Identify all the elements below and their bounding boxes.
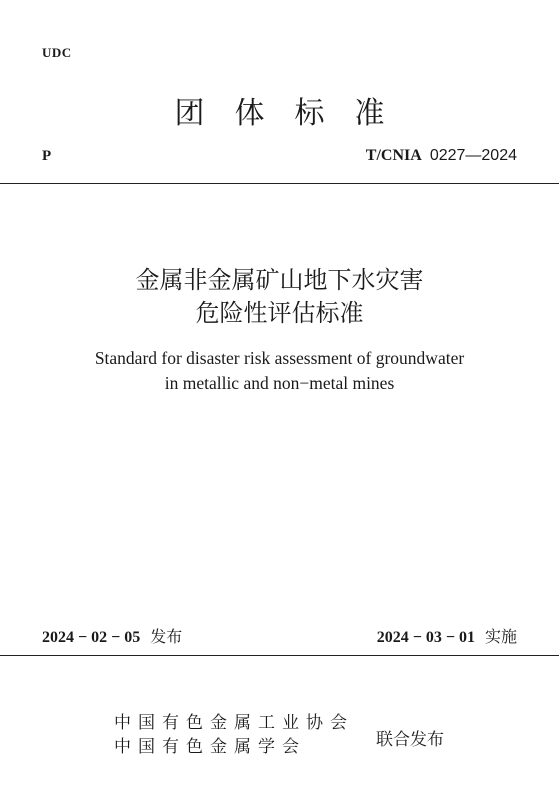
chinese-title xyxy=(0,264,559,330)
category-code: P xyxy=(42,148,52,164)
document-type-title: 团体标准 xyxy=(174,96,415,131)
english-title xyxy=(0,346,559,396)
publish-date: 2024 − 02 − 05 xyxy=(42,629,141,646)
issuer-org-1: 中国有色金属工业协会 xyxy=(114,713,354,733)
implement-date: 2024 − 03 − 01 xyxy=(376,629,475,646)
issuer-list xyxy=(114,711,354,759)
standard-prefix: T/CNIA xyxy=(365,147,422,164)
udc-label: UDC xyxy=(42,45,72,60)
header-divider xyxy=(0,183,559,184)
footer-divider xyxy=(0,655,559,656)
chinese-title-line-1: 金属非金属矿山地下水灾害 xyxy=(135,266,424,294)
joint-release-label: 联合发布 xyxy=(376,730,444,750)
standard-number xyxy=(366,147,517,165)
chinese-title-line-2: 危险性评估标准 xyxy=(195,299,364,327)
publish-label: 发布 xyxy=(150,627,183,646)
implement-label: 实施 xyxy=(484,627,517,646)
standard-code: 0227—2024 xyxy=(429,147,517,164)
implement-date-block xyxy=(377,624,517,647)
english-title-line-2: in metallic and non−metal mines xyxy=(164,373,395,393)
issuer-org-2: 中国有色金属学会 xyxy=(114,737,306,757)
publish-date-block xyxy=(42,624,182,647)
english-title-line-1: Standard for disaster risk assessment of groundwater xyxy=(94,348,465,368)
